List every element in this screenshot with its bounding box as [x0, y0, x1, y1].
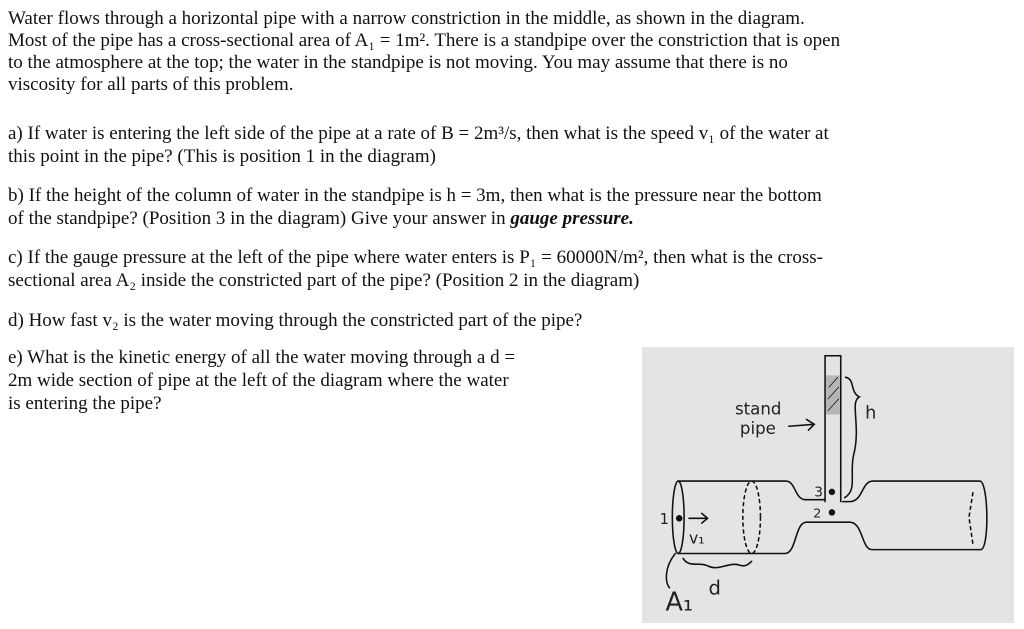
- point-1-label: 1: [659, 511, 669, 529]
- gauge-pressure-emphasis: gauge pressure.: [510, 208, 634, 229]
- question-e: 2m wide section of pipe at the left of the diagram where the water: [8, 370, 509, 391]
- point-3-dot: [829, 489, 834, 494]
- question-b: b) If the height of the column of water in the standpipe is h = 3m, then what is the pressure near the bottom: [8, 185, 822, 206]
- h-label: h: [865, 403, 877, 424]
- question-e: e) What is the kinetic energy of all the water moving through a d =: [8, 347, 516, 368]
- standpipe-arrow: [789, 419, 814, 430]
- point-1-dot: [677, 516, 682, 521]
- intro-line: Water flows through a horizontal pipe with a narrow constriction in the middle, as shown in the diagram.: [8, 8, 805, 29]
- d-label: d: [708, 576, 721, 600]
- pipe-diagram: [642, 347, 1014, 623]
- question-a: a) If water is entering the left side of the pipe at a rate of B = 2m³/s, then what is the speed v₁ of the water at: [8, 123, 829, 144]
- question-d: d) How fast v₂ is the water moving through the constricted part of the pipe?: [8, 310, 583, 331]
- d-brace: [683, 558, 752, 567]
- a1-leader: [666, 554, 675, 588]
- a1-label: A₁: [665, 587, 694, 618]
- point-3-label: 3: [814, 484, 824, 501]
- point-2-label: 2: [813, 505, 822, 521]
- question-a: this point in the pipe? (This is position 1 in the diagram): [8, 146, 436, 167]
- standpipe-label: stand: [735, 399, 782, 419]
- standpipe: [825, 356, 859, 502]
- v1-arrow: [689, 513, 708, 523]
- intro-line: to the atmosphere at the top; the water in the standpipe is not moving. You may assume that there is no: [8, 52, 788, 73]
- question-c: sectional area A₂ inside the constricted part of the pipe? (Position 2 in the diagram): [8, 270, 640, 291]
- standpipe-label: pipe: [739, 419, 776, 439]
- question-b: [8, 208, 634, 230]
- question-b-text: of the standpipe? (Position 3 in the diagram) Give your answer in: [8, 208, 511, 229]
- v1-label: v₁: [688, 528, 705, 548]
- point-2-dot: [829, 510, 834, 515]
- intro-line: viscosity for all parts of this problem.: [8, 74, 294, 95]
- question-c: c) If the gauge pressure at the left of the pipe where water enters is P₁ = 60000N/m², then what is the cross-: [8, 247, 823, 268]
- question-e: is entering the pipe?: [8, 393, 162, 414]
- intro-line: Most of the pipe has a cross-sectional area of A₁ = 1m². There is a standpipe over the constriction that is open: [8, 30, 841, 51]
